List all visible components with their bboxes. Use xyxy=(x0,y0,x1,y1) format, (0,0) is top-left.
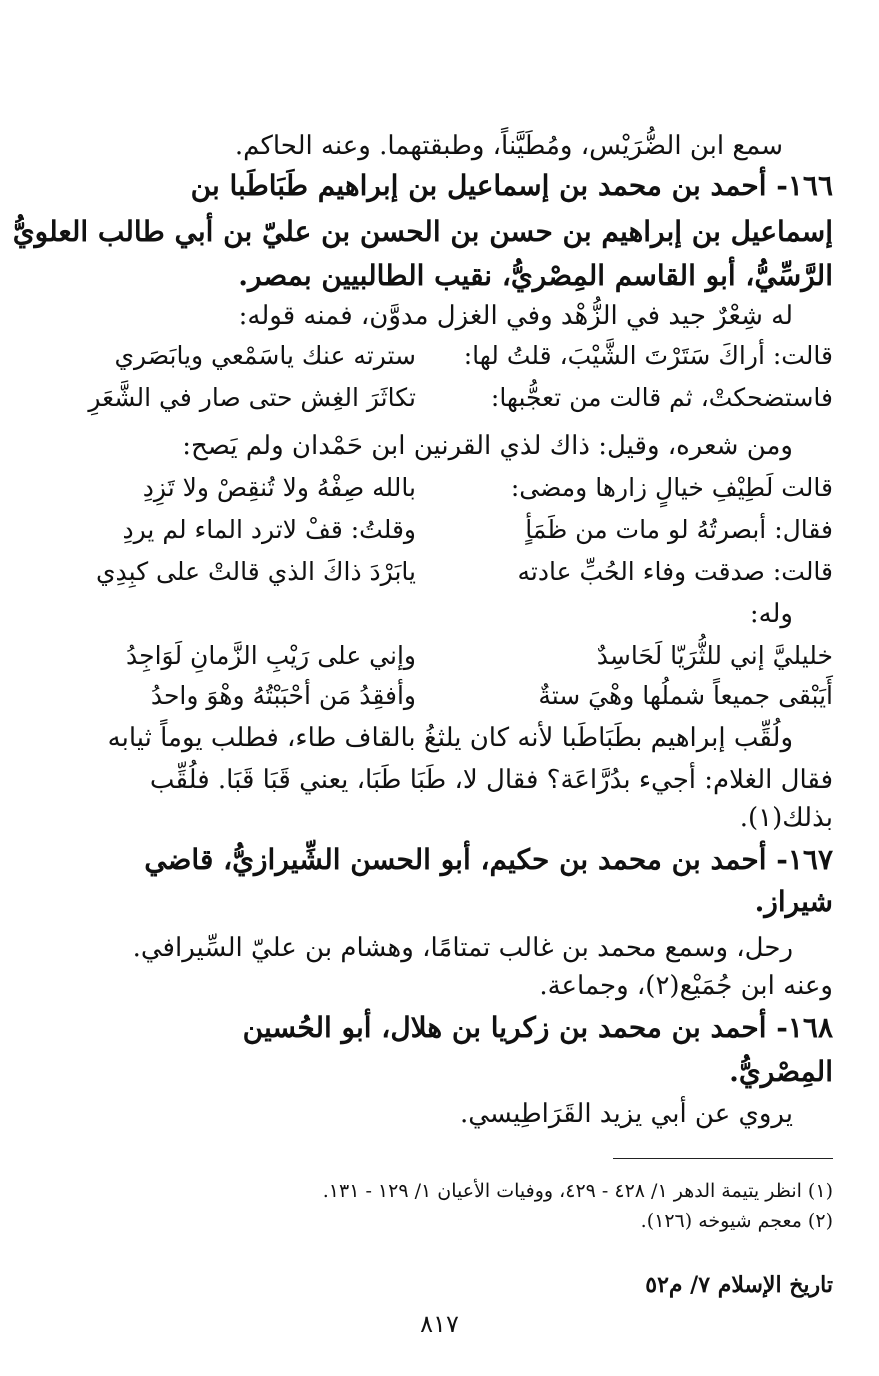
entry-166-heading: ١٦٦- أحمد بن محمد بن إسماعيل بن إبراهيم طَبَاطَبا بن xyxy=(190,169,833,202)
footnote-separator xyxy=(613,1158,833,1159)
text-line-1: سمع ابن الضُّرَيْس، ومُطَيَّناً، وطبقتهما. وعنه الحاكم. xyxy=(234,131,783,161)
entry-167-heading-end: شيراز. xyxy=(754,885,833,918)
footnote-2: (٢) معجم شيوخه (١٢٦). xyxy=(640,1210,833,1232)
verse-5-left: يابَرْدَ ذاكَ الذي قالتْ على كبِدِي xyxy=(95,557,416,586)
text-line-nickname-cont: فقال الغلام: أجيء بدُرَّاعَة؟ فقال لا، طَبَا طَبَا، يعني قَبَا قَبَا. فلُقِّب xyxy=(149,765,833,795)
page-number: ٨١٧ xyxy=(420,1310,459,1338)
verse-7-right: أَيَبْقى جميعاً شملُها وهْيَ ستةٌ xyxy=(538,681,833,710)
text-line-travelled: رحل، وسمع محمد بن غالب تمتامًا، وهشام بن عليّ السِّيرافي. xyxy=(132,933,793,963)
text-line-and-his: وله: xyxy=(749,599,793,629)
text-line-narrators: وعنه ابن جُمَيْع(٢)، وجماعة. xyxy=(539,971,833,1001)
entry-168-heading: ١٦٨- أحمد بن محمد بن زكريا بن هلال، أبو الحُسين xyxy=(242,1011,833,1044)
footnote-1: (١) انظر يتيمة الدهر ١/ ٤٢٨ - ٤٢٩، ووفيات الأعيان ١/ ١٢٩ - ١٣١. xyxy=(322,1180,833,1202)
entry-166-heading-end: الرَّسِّيُّ، أبو القاسم المِصْريُّ، نقيب الطالبيين بمصر. xyxy=(238,259,833,292)
text-line-narrates: يروي عن أبي يزيد القَرَاطِيسي. xyxy=(460,1099,793,1129)
entry-168-heading-end: المِصْريُّ. xyxy=(729,1055,833,1088)
footer-book-title: تاريخ الإسلام ٧/ م٥٢ xyxy=(645,1272,833,1298)
verse-4-right: فقال: أبصرتُهُ لو مات من ظَمَأٍ xyxy=(525,515,833,544)
verse-1-left: سترته عنك ياسَمْعي ويابَصَري xyxy=(114,341,416,370)
entry-167-heading: ١٦٧- أحمد بن محمد بن حكيم، أبو الحسن الشِّيرازيُّ، قاضي xyxy=(144,843,833,876)
verse-5-right: قالت: صدقت وفاء الحُبِّ عادته xyxy=(517,557,833,586)
verse-3-right: قالت لَطِيْفِ خيالٍ زارها ومضى: xyxy=(510,473,833,502)
verse-2-right: فاستضحكتْ، ثم قالت من تعجُّبها: xyxy=(490,383,833,412)
verse-6-left: وإني على رَيْبِ الزَّمانِ لَوَاجِدُ xyxy=(126,641,416,670)
verse-2-left: تكاثَرَ الغِش حتى صار في الشَّعَرِ xyxy=(88,383,416,412)
verse-3-left: بالله صِفْهُ ولا تُنقِصْ ولا تَزِدِ xyxy=(142,473,416,502)
entry-166-heading-cont: إسماعيل بن إبراهيم بن حسن بن الحسن بن عليّ بن أبي طالب العلويُّ xyxy=(12,215,833,248)
verse-1-right: قالت: أراكَ سَتَرْتَ الشَّيْبَ، قلتُ لها: xyxy=(463,341,833,370)
verse-7-left: وأفقِدُ مَن أحْبَبْتُهُ وهْوَ واحدُ xyxy=(150,681,416,710)
verse-4-left: وقلتُ: قفْ لاترد الماء لم يردِ xyxy=(122,515,416,544)
verse-6-right: خليليَّ إني للثُّرَيّا لَحَاسِدٌ xyxy=(596,641,833,670)
text-line-nickname: ولُقِّب إبراهيم بطَبَاطَبا لأنه كان يلثغُ بالقاف طاء، فطلب يوماً ثيابه xyxy=(107,723,793,753)
text-line-other-poem: ومن شعره، وقيل: ذاك لذي القرنين ابن حَمْدان ولم يَصح: xyxy=(182,431,793,461)
text-line-poetry-intro: له شِعْرٌ جيد في الزُّهْد وفي الغزل مدوَّن، فمنه قوله: xyxy=(238,301,793,331)
text-line-nickname-end: بذلك(١). xyxy=(739,803,833,833)
